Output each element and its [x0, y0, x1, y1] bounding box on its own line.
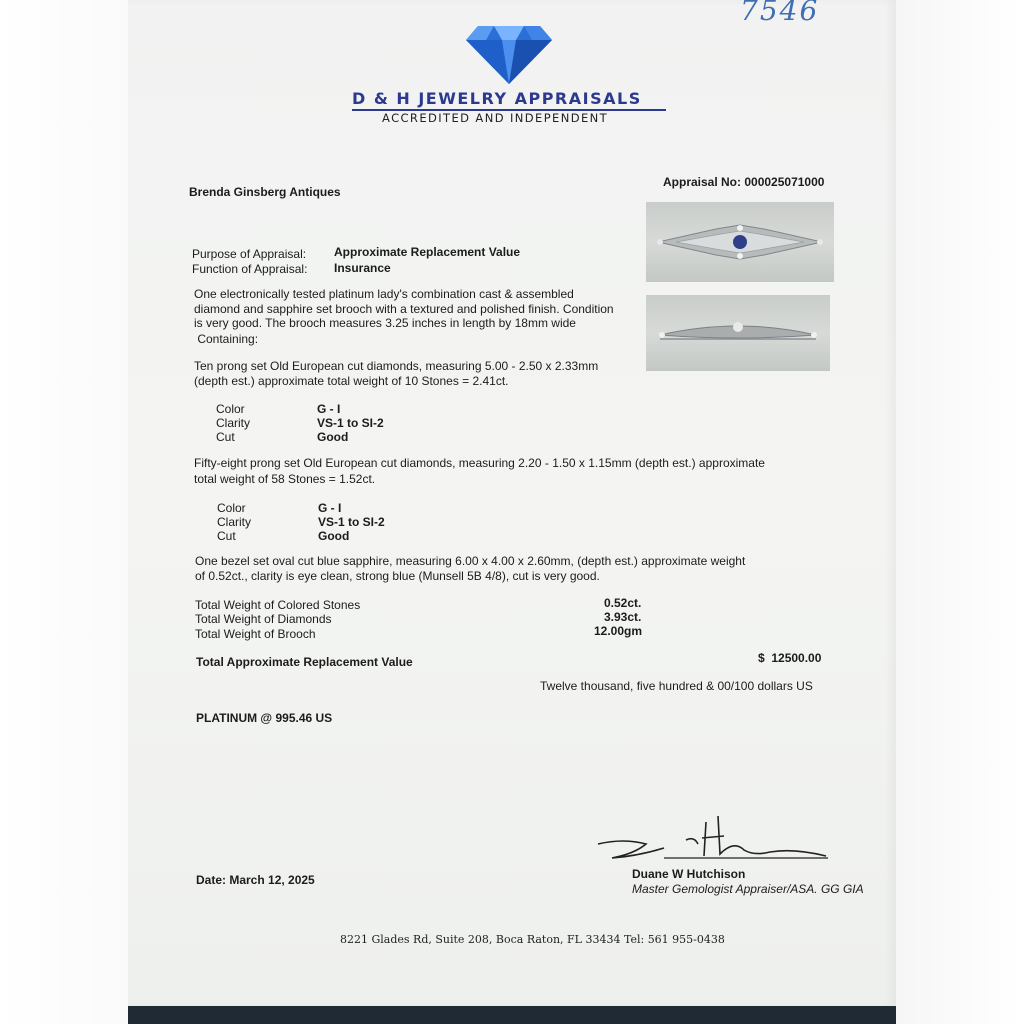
- platinum-price: PLATINUM @ 995.46 US: [196, 711, 333, 725]
- replacement-words: Twelve thousand, five hundred & 00/100 dollars US: [540, 679, 813, 693]
- appraisal-document: [128, 0, 896, 1006]
- sapphire-line: One bezel set oval cut blue sapphire, measuring 6.00 x 4.00 x 2.60mm, (depth est.) approximate weight: [195, 554, 746, 568]
- company-tagline: ACCREDITED AND INDEPENDENT: [382, 111, 609, 125]
- total-label: Total Weight of Colored Stones: [195, 598, 361, 612]
- total-value: 3.93ct.: [604, 610, 642, 624]
- footer-address: 8221 Glades Rd, Suite 208, Boca Raton, FL 33434 Tel: 561 955-0438: [340, 933, 725, 946]
- appraiser-name: Duane W Hutchison: [632, 867, 746, 881]
- background-bottom: [128, 1006, 896, 1024]
- replacement-amount: $ 12500.00: [758, 651, 822, 665]
- total-label: Total Weight of Diamonds: [195, 612, 332, 626]
- appraisal-number: Appraisal No: 000025071000: [663, 175, 825, 189]
- spec-value: VS-1 to SI-2: [318, 515, 385, 529]
- purpose-value: Approximate Replacement Value: [334, 245, 521, 259]
- sapphire-line: of 0.52ct., clarity is eye clean, strong blue (Munsell 5B 4/8), cut is very good.: [195, 569, 600, 583]
- spec-label: Color: [217, 501, 246, 515]
- description-line: is very good. The brooch measures 3.25 inches in length by 18mm wide: [194, 316, 576, 330]
- brooch-photo-top: [646, 202, 834, 282]
- company-name: D & H JEWELRY APPRAISALS: [352, 89, 642, 108]
- purpose-label: Purpose of Appraisal:: [192, 247, 307, 261]
- function-value: Insurance: [334, 261, 391, 275]
- description-line: diamond and sapphire set brooch with a textured and polished finish. Condition: [194, 302, 614, 316]
- description-line: One electronically tested platinum lady's combination cast & assembled: [194, 287, 574, 301]
- brooch-photo-side: [646, 295, 830, 371]
- total-value: 12.00gm: [594, 624, 643, 638]
- diamond-group-1-line: Ten prong set Old European cut diamonds, measuring 5.00 - 2.50 x 2.33mm: [194, 359, 599, 373]
- client-name: Brenda Ginsberg Antiques: [189, 185, 341, 199]
- handwritten-number: 7546: [740, 0, 820, 27]
- replacement-label: Total Approximate Replacement Value: [196, 655, 413, 669]
- diamond-group-1-line: (depth est.) approximate total weight of 10 Stones = 2.41ct.: [194, 374, 509, 388]
- spec-value: G - I: [318, 501, 342, 515]
- total-value: 0.52ct.: [604, 596, 642, 610]
- signature: [594, 810, 830, 866]
- spec-label: Clarity: [216, 416, 251, 430]
- blue-diamond-icon: [464, 24, 554, 86]
- diamond-group-2-line: Fifty-eight prong set Old European cut diamonds, measuring 2.20 - 1.50 x 1.15mm (depth est.) approximate: [194, 456, 765, 470]
- description-line: Containing:: [194, 332, 259, 346]
- spec-value: Good: [317, 430, 349, 444]
- spec-label: Cut: [216, 430, 235, 444]
- diamond-group-2-line: total weight of 58 Stones = 1.52ct.: [194, 472, 376, 486]
- background-right: [896, 0, 1024, 1024]
- function-label: Function of Appraisal:: [192, 262, 308, 276]
- spec-label: Color: [216, 402, 245, 416]
- total-label: Total Weight of Brooch: [195, 627, 316, 641]
- spec-value: Good: [318, 529, 350, 543]
- spec-label: Clarity: [217, 515, 252, 529]
- spec-label: Cut: [217, 529, 236, 543]
- appraiser-title: Master Gemologist Appraiser/ASA. GG GIA: [632, 882, 864, 896]
- appraisal-date: Date: March 12, 2025: [196, 873, 315, 887]
- spec-value: VS-1 to SI-2: [317, 416, 384, 430]
- spec-value: G - I: [317, 402, 341, 416]
- background-left: [0, 0, 128, 1024]
